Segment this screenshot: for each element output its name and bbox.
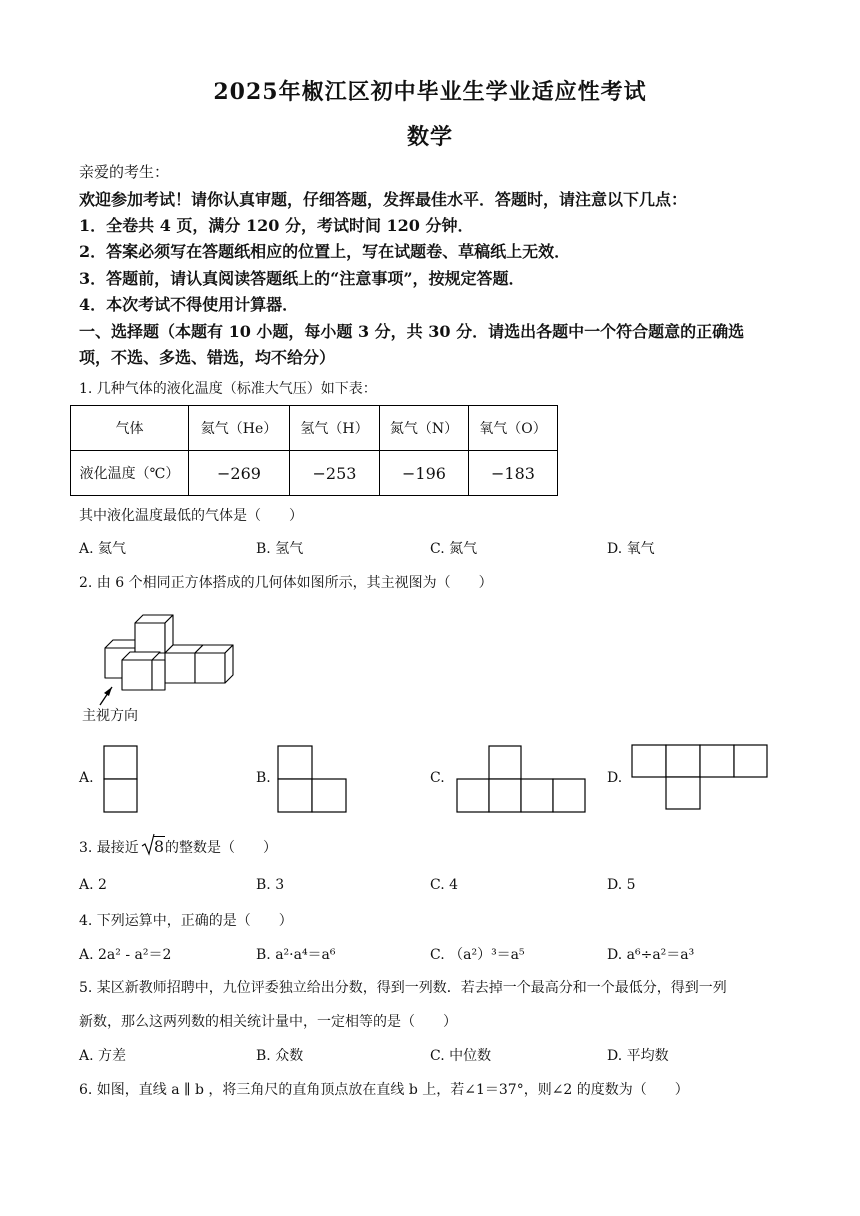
- question-stem: 1. 几种气体的液化温度（标准大气压）如下表：: [79, 381, 377, 397]
- option-b: B.: [256, 770, 271, 786]
- exam-title: 2025年椒江区初中毕业生学业适应性考试: [213, 79, 647, 105]
- option-d: D. 平均数: [607, 1048, 669, 1064]
- question-stem: 2. 由 6 个相同正方体搭成的几何体如图所示，其主视图为（ ）: [79, 575, 493, 591]
- table-header-cell: 氮气（N）: [380, 406, 469, 451]
- option-d: D. 5: [607, 877, 636, 893]
- table-header-cell: 氢气（H）: [290, 406, 380, 451]
- gas-table: [70, 405, 558, 496]
- option-c: C. 4: [430, 877, 459, 893]
- question-stem: 4. 下列运算中，正确的是（ ）: [79, 913, 293, 929]
- view-b: [277, 745, 347, 813]
- question-stem: 5. 某区新教师招聘中，九位评委独立给出分数，得到一列数．若去掉一个最高分和一个最低分，得到一列: [79, 980, 727, 996]
- option-d: D.: [607, 770, 623, 786]
- question-stem-cont: 新数，那么这两列数的相关统计量中，一定相等的是（ ）: [79, 1014, 457, 1030]
- option-c: C. （a²）³＝a⁵: [430, 947, 525, 963]
- table-header-cell: 气体: [71, 406, 189, 451]
- table-cell: −253: [290, 451, 380, 496]
- table-header-cell: 氧气（O）: [469, 406, 558, 451]
- radicand: 8: [153, 837, 164, 856]
- option-b: B. a²·a⁴＝a⁶: [256, 947, 336, 963]
- subject-title: 数学: [406, 124, 453, 150]
- view-d: [631, 744, 768, 810]
- greeting: 亲爱的考生：: [79, 163, 170, 181]
- table-cell: −196: [380, 451, 469, 496]
- stem-prefix: 3. 最接近: [79, 840, 139, 856]
- table-cell: −269: [189, 451, 290, 496]
- option-b: B. 3: [256, 877, 285, 893]
- table-cell: −183: [469, 451, 558, 496]
- figure-label: 主视方向: [82, 708, 138, 724]
- option-d: D. a⁶÷a²＝a³: [607, 947, 695, 963]
- notice-item: 1．全卷共 4 页，满分 120 分，考试时间 120 分钟．: [79, 216, 474, 235]
- option-d: D. 氧气: [607, 541, 655, 557]
- sqrt-expression: [141, 837, 165, 856]
- option-a: A. 2a² - a²＝2: [79, 947, 172, 963]
- option-a: A. 2: [79, 877, 107, 893]
- option-b: B. 氢气: [256, 541, 304, 557]
- section-heading: 项，不选、多选、错选，均不给分）: [79, 348, 336, 367]
- notice-item: 3．答题前，请认真阅读答题纸上的“注意事项”，按规定答题．: [79, 269, 525, 288]
- option-c: C.: [430, 770, 445, 786]
- notice-intro: 欢迎参加考试！请你认真审题，仔细答题，发挥最佳水平．答题时，请注意以下几点：: [79, 190, 688, 209]
- table-row-label: 液化温度（℃）: [71, 451, 189, 496]
- view-c: [456, 745, 587, 813]
- question-text: 其中液化温度最低的气体是（ ）: [79, 508, 303, 524]
- notice-item: 2．答案必须写在答题纸相应的位置上，写在试题卷、草稿纸上无效．: [79, 242, 571, 261]
- option-a: A.: [79, 770, 94, 786]
- view-a: [103, 745, 139, 813]
- section-heading: 一、选择题（本题有 10 小题，每小题 3 分，共 30 分．请选出各题中一个符合题意的正确选: [79, 322, 745, 341]
- option-b: B. 众数: [256, 1048, 304, 1064]
- table-header-cell: 氦气（He）: [189, 406, 290, 451]
- question-stem: [79, 837, 277, 857]
- stem-suffix: 的整数是（ ）: [165, 840, 277, 856]
- radical-sign-icon: [141, 833, 155, 857]
- option-c: C. 氮气: [430, 541, 478, 557]
- notice-item: 4．本次考试不得使用计算器．: [79, 295, 299, 314]
- question-stem: 6. 如图，直线 a ∥ b ，将三角尺的直角顶点放在直线 b 上，若∠1＝37°，则∠2 的度数为（ ）: [79, 1082, 689, 1098]
- option-c: C. 中位数: [430, 1048, 492, 1064]
- option-a: A. 氦气: [79, 541, 127, 557]
- option-a: A. 方差: [79, 1048, 127, 1064]
